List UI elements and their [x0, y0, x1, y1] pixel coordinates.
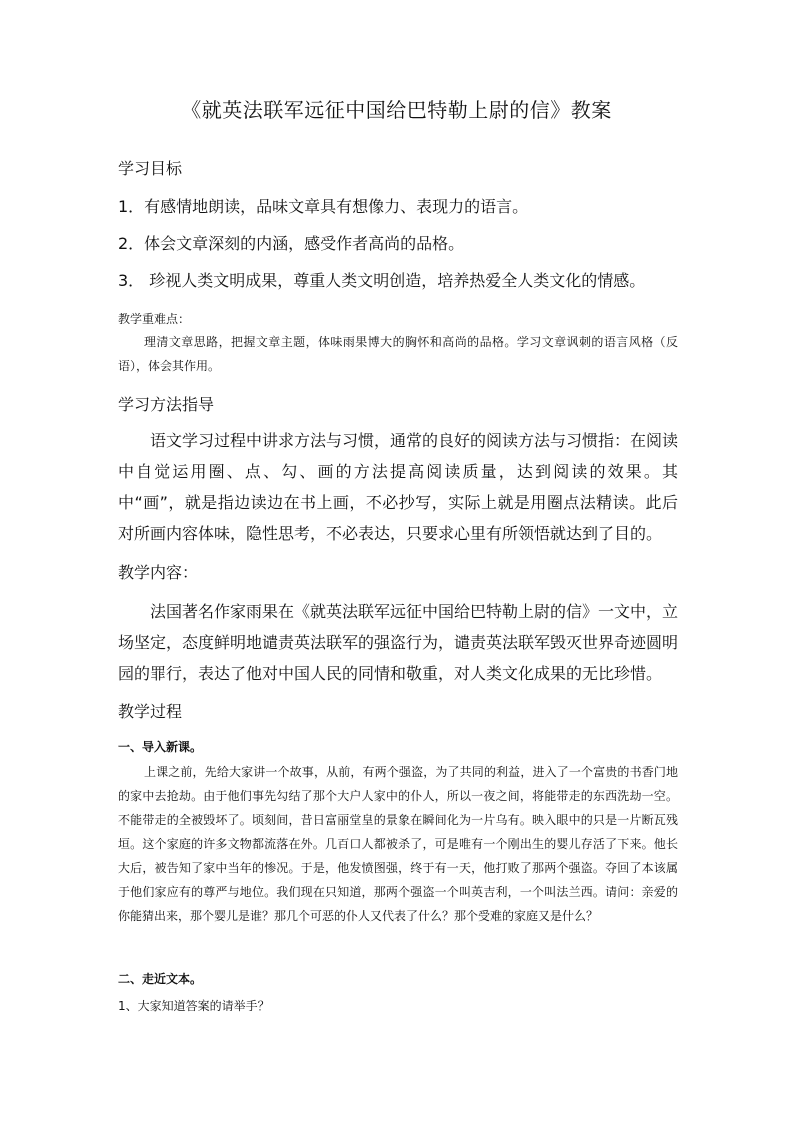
- content-paragraph: 法国著名作家雨果在《就英法联军远征中国给巴特勒上尉的信》一文中，立场坚定，态度鲜明地谴责英法联军的强盗行为，谴责英法联军毁灭世界奇迹圆明园的罪行，表达了他对中国人民的同情和敬重，对人类文化成果的无比珍惜。: [118, 602, 679, 683]
- content-heading: 教学内容：: [118, 563, 199, 582]
- key-difficulty-heading: 教学重难点：: [118, 312, 191, 326]
- page-title: 《就英法联军远征中国给巴特勒上尉的信》教案: [181, 98, 612, 122]
- method-paragraph: 语文学习过程中讲求方法与习惯，通常的良好的阅读方法与习惯指：在阅读中自觉运用圈、点、勾、画的方法提高阅读质量，达到阅读的效果。其中“画”，就是指边读边在书上画，不必抄写，实际上就是用圈点法精读。此后对所画内容体味，隐性思考，不必表达，只要求心里有所领悟就达到了目的。: [118, 431, 679, 543]
- step-1-paragraph: 上课之前，先给大家讲一个故事，从前，有两个强盗，为了共同的利益，进入了一个富贵的书香门地的家中去抢劫。由于他们事先勾结了那个大户人家中的仆人，所以一夜之间，将能带走的东西洗劫一空。不能带走的全被毁坏了。顷刻间，昔日富丽堂皇的景象在瞬间化为一片乌有。映入眼中的只是一片断瓦残垣。这个家庭的许多文物都流落在外。几百口人都被杀了，可是唯有一个刚出生的婴儿存活了下来。他长大后，被告知了家中当年的惨况。于是，他发愤图强，终于有一天，他打败了那两个强盗。夺回了本该属于他们家应有的尊严与地位。我们现在只知道，那两个强盗一个叫英吉利，一个叫法兰西。请问：亲爱的你能猜出来，那个婴儿是谁？那几个可恶的仆人又代表了什么？那个受难的家庭又是什么？: [118, 765, 678, 923]
- step-1-heading: 一、导入新课。: [118, 740, 203, 754]
- step-2-item-1: 1、大家知道答案的请举手？: [118, 999, 270, 1013]
- goal-item-3: 3． 珍视人类文明成果，尊重人类文明创造，培养热爱全人类文化的情感。: [118, 271, 646, 290]
- key-difficulty-text: 理清文章思路，把握文章主题，体味雨果博大的胸怀和高尚的品格。学习文章讽刺的语言风格（反语），体会其作用。: [118, 335, 678, 373]
- step-2-heading: 二、走近文本。: [118, 972, 203, 986]
- goals-heading: 学习目标: [118, 159, 183, 178]
- goal-item-1: 1．有感情地朗读，品味文章具有想像力、表现力的语言。: [118, 197, 529, 216]
- method-heading: 学习方法指导: [118, 395, 215, 414]
- goal-item-2: 2．体会文章深刻的内涵，感受作者高尚的品格。: [118, 234, 465, 253]
- process-heading: 教学过程: [118, 702, 183, 721]
